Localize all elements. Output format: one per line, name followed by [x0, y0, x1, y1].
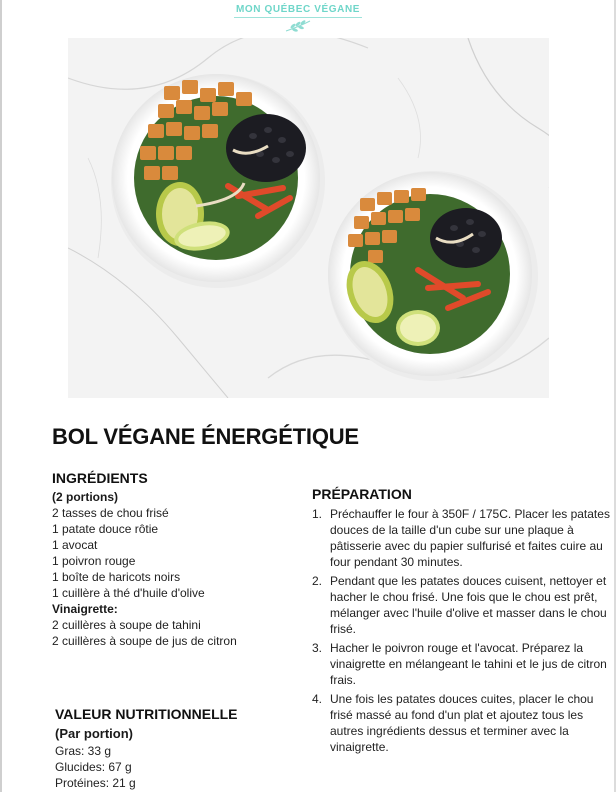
list-item: 2 tasses de chou frisé [52, 506, 169, 520]
list-item: 1 cuillère à thé d'huile d'olive [52, 586, 205, 600]
step-item [312, 506, 612, 570]
recipe-title: BOL VÉGANE ÉNERGÉTIQUE [52, 424, 359, 449]
brand-logo [228, 4, 368, 33]
page-left-edge [0, 0, 2, 792]
preparation-heading: PRÉPARATION [312, 486, 412, 502]
step-item [312, 640, 612, 688]
step-number: 3. [312, 641, 323, 655]
list-item: Protéines: 21 g [55, 776, 136, 790]
vegan-bowls-photo [68, 38, 549, 398]
bowl-right [328, 171, 538, 381]
bowl-left [111, 74, 325, 288]
ingredients-list [52, 505, 292, 601]
logo-text: MON QUÉBEC VÉGANE [235, 4, 361, 15]
list-item: 1 poivron rouge [52, 554, 136, 568]
logo-divider [234, 17, 362, 18]
nutrition-list [55, 743, 295, 791]
preparation-section [312, 486, 612, 758]
step-text: Une fois les patates douces cuites, placer le chou frisé massé au fond d'un plat et ajoutez tous les autres ingrédients dessus et terminer avec la vinaigrette. [330, 692, 594, 754]
list-item: 1 avocat [52, 538, 98, 552]
step-number: 2. [312, 574, 323, 588]
step-item [312, 691, 612, 755]
list-item: 2 cuillères à soupe de jus de citron [52, 634, 237, 648]
portions-label: (2 portions) [52, 490, 118, 504]
nutrition-section [55, 706, 295, 791]
preparation-steps [312, 506, 612, 755]
list-item: 1 boîte de haricots noirs [52, 570, 181, 584]
step-text: Préchauffer le four à 350F / 175C. Placer les patates douces de la taille d'un cube sur une plaque à pâtisserie avec du papier sulfurisé et faites cuire au four pendant 30 minutes. [330, 507, 610, 569]
list-item: Gras: 33 g [55, 744, 112, 758]
step-number: 4. [312, 692, 323, 706]
vinaigrette-list [52, 617, 292, 649]
ingredients-section [52, 470, 292, 649]
per-portion-label: (Par portion) [55, 726, 133, 741]
leaf-icon [283, 19, 313, 33]
step-number: 1. [312, 507, 323, 521]
ingredients-heading: INGRÉDIENTS [52, 470, 148, 486]
step-text: Pendant que les patates douces cuisent, nettoyer et hacher le chou frisé. Une fois que le chou est prêt, mélanger avec l'huile d'olive et masser dans le chou frisé. [330, 574, 607, 636]
step-item [312, 573, 612, 637]
list-item: 1 patate douce rôtie [52, 522, 159, 536]
vinaigrette-heading: Vinaigrette: [52, 602, 118, 616]
list-item: Glucides: 67 g [55, 760, 132, 774]
list-item: 2 cuillères à soupe de tahini [52, 618, 201, 632]
nutrition-heading: VALEUR NUTRITIONNELLE [55, 706, 238, 722]
recipe-photo [68, 38, 549, 398]
step-text: Hacher le poivron rouge et l'avocat. Préparez la vinaigrette en mélangeant le tahini et le jus de citron frais. [330, 641, 607, 687]
